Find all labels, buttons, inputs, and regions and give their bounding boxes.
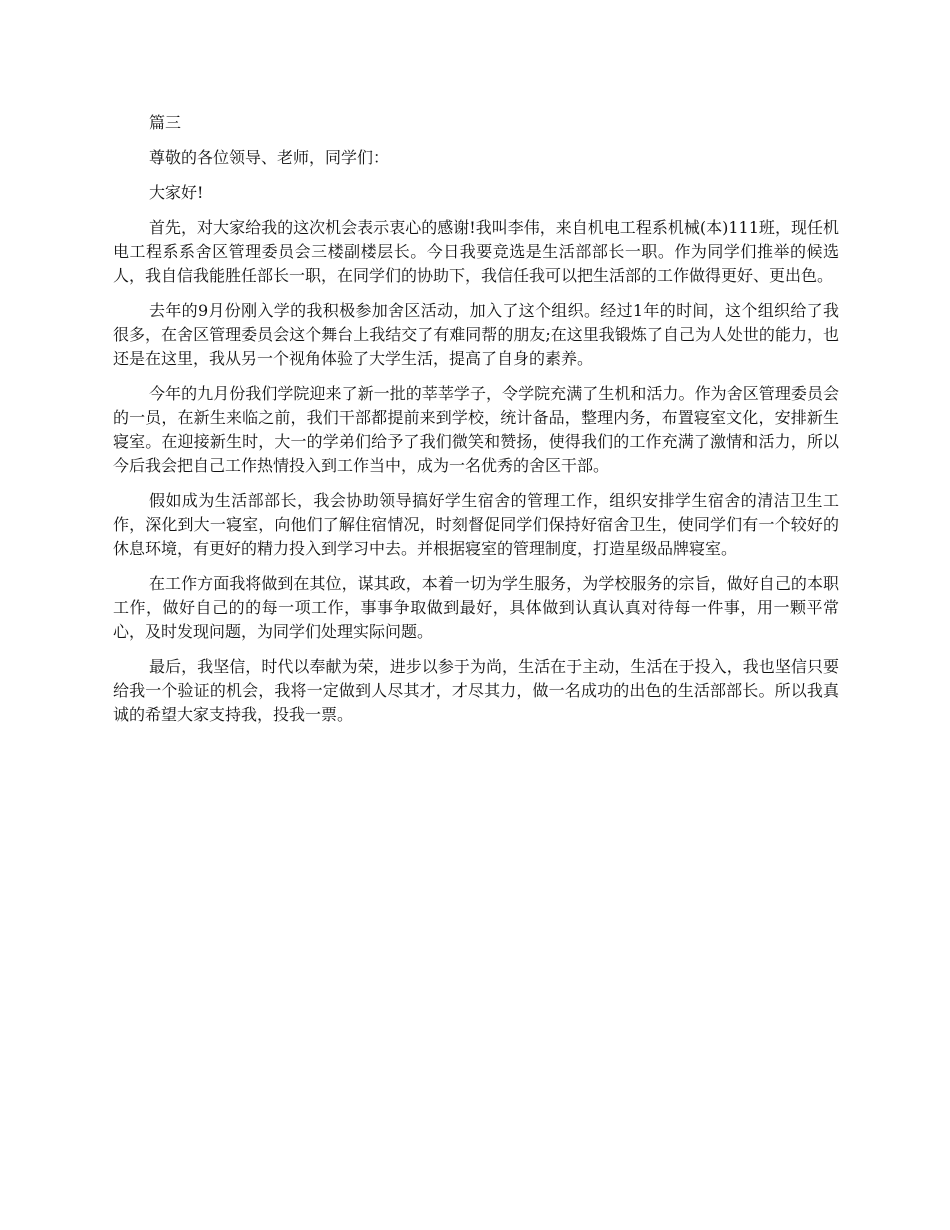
section-heading: 篇三 [149,113,182,132]
greeting: 大家好! [149,183,204,202]
paragraph-experience: 去年的9月份刚入学的我积极参加舍区活动，加入了这个组织。经过1年的时间，这个组织给了我很多，在舍区管理委员会这个舞台上我结交了有难同帮的朋友;在这里我锻炼了自己为人处世的能力，也还是在这里，我从另一个视角体验了大学生活，提高了自身的素养。 [113,301,839,368]
paragraph-plans: 假如成为生活部部长，我会协助领导搞好学生宿舍的管理工作，组织安排学生宿舍的清洁卫生工作，深化到大一寝室，向他们了解住宿情况，时刻督促同学们保持好宿舍卫生，使同学们有一个较好的休息环境，有更好的精力投入到学习中去。并根据寝室的管理制度，打造星级品牌寝室。 [113,491,839,558]
paragraph-work-attitude: 在工作方面我将做到在其位，谋其政，本着一切为学生服务，为学校服务的宗旨，做好自己的本职工作，做好自己的的每一项工作，事事争取做到最好，具体做到认真认真对待每一件事，用一颗平常心，及时发现问题，为同学们处理实际问题。 [113,574,839,641]
document-body [113,111,839,738]
paragraph-intro: 首先，对大家给我的这次机会表示衷心的感谢!我叫李伟，来自机电工程系机械(本)111班，现任机电工程系系舍区管理委员会三楼副楼层长。今日我要竞选是生活部部长一职。作为同学们推举的候选人，我自信我能胜任部长一职，在同学们的协助下，我信任我可以把生活部的工作做得更好、更出色。 [113,218,839,285]
paragraph-new-students: 今年的九月份我们学院迎来了新一批的莘莘学子，令学院充满了生机和活力。作为舍区管理委员会的一员，在新生来临之前，我们干部都提前来到学校，统计备品，整理内务，布置寝室文化，安排新生寝室。在迎接新生时，大一的学弟们给予了我们微笑和赞扬，使得我们的工作充满了激情和活力，所以今后我会把自己工作热情投入到工作当中，成为一名优秀的舍区干部。 [113,384,839,475]
paragraph-conclusion: 最后，我坚信，时代以奉献为荣，进步以参于为尚，生活在于主动，生活在于投入，我也坚信只要给我一个验证的机会，我将一定做到人尽其才，才尽其力，做一名成功的出色的生活部部长。所以我真诚的希望大家支持我，投我一票。 [113,657,839,724]
salutation: 尊敬的各位领导、老师，同学们： [149,148,390,167]
